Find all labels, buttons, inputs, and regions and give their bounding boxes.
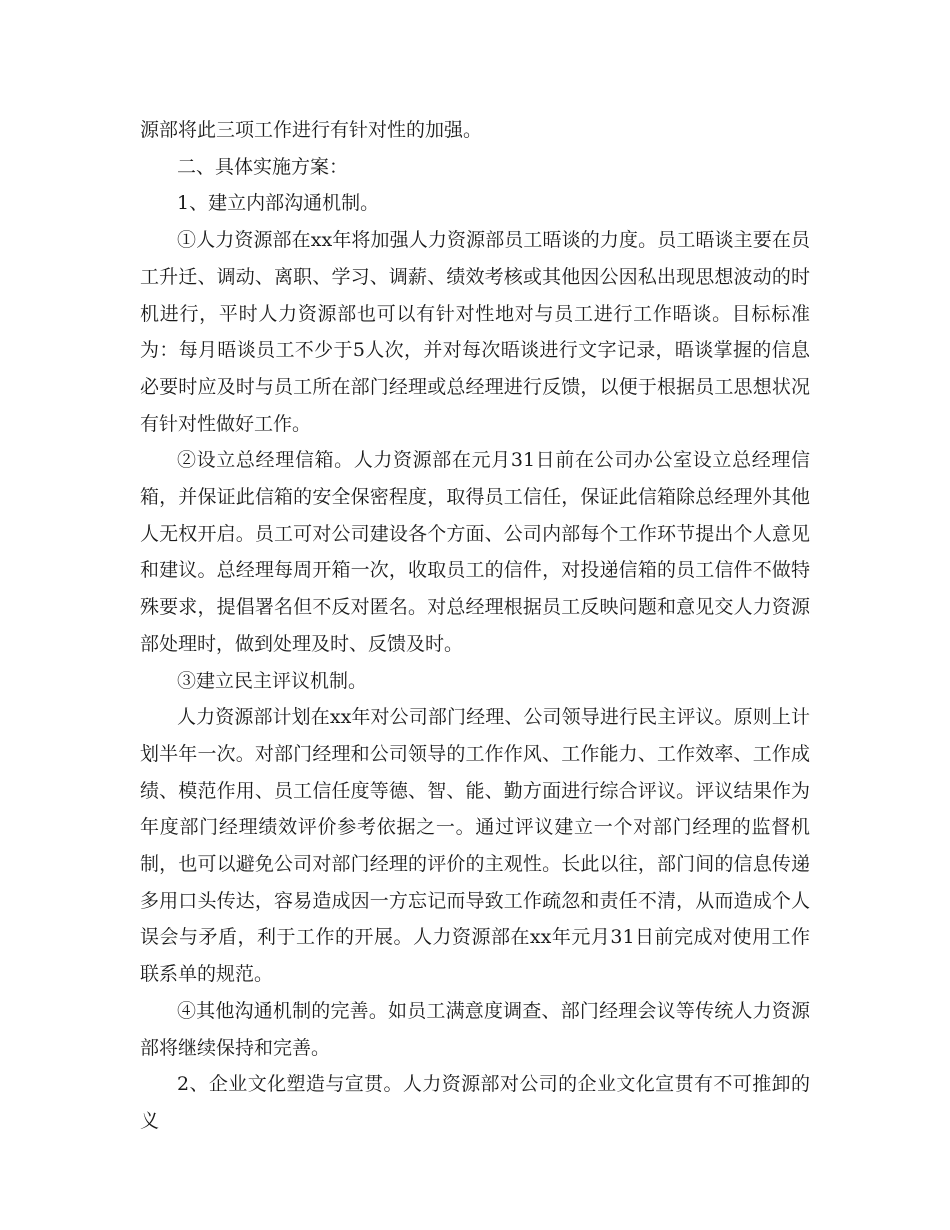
subheading-internal-communication: 1、建立内部沟通机制。 [177, 192, 380, 215]
document-body [140, 112, 810, 1140]
paragraph-employee-interviews: ①人力资源部在xx年将加强人力资源部员工晤谈的力度。员工晤谈主要在员工升迁、调动、离职、学习、调薪、绩效考核或其他因公因私出现思想波动的时机进行，平时人力资源部也可以有针对性地对与员工进行工作晤谈。目标标准为：每月晤谈员工不少于5人次，并对每次晤谈进行文字记录，晤谈掌握的信息必要时应及时与员工所在部门经理或总经理进行反馈，以便于根据员工思想状况有针对性做好工作。 [140, 229, 810, 435]
paragraph-manager-mailbox: ②设立总经理信箱。人力资源部在元月31日前在公司办公室设立总经理信箱，并保证此信箱的安全保密程度，取得员工信任，保证此信箱除总经理外其他人无权开启。员工可对公司建设各个方面、公司内部每个工作环节提出个人意见和建议。总经理每周开箱一次，收取员工的信件，对投递信箱的员工信件不做特殊要求，提倡署名但不反对匿名。对总经理根据员工反映问题和意见交人力资源部处理时，做到处理及时、反馈及时。 [140, 449, 810, 655]
paragraph-democratic-review: 人力资源部计划在xx年对公司部门经理、公司领导进行民主评议。原则上计划半年一次。对部门经理和公司领导的工作作风、工作能力、工作效率、工作成绩、模范作用、员工信任度等德、智、能、勤方面进行综合评议。评议结果作为年度部门经理绩效评价参考依据之一。通过评议建立一个对部门经理的监督机制，也可以避免公司对部门经理的评价的主观性。长此以往，部门间的信息传递多用口头传达，容易造成因一方忘记而导致工作疏忽和责任不清，从而造成个人误会与矛盾，利于工作的开展。人力资源部在xx年元月31日前完成对使用工作联系单的规范。 [140, 706, 810, 986]
paragraph-other-mechanisms: ④其他沟通机制的完善。如员工满意度调查、部门经理会议等传统人力资源部将继续保持和完善。 [140, 999, 810, 1059]
paragraph-continuation: 源部将此三项工作进行有针对性的加强。 [140, 119, 483, 141]
paragraph-corporate-culture: 2、企业文化塑造与宣贯。人力资源部对公司的企业文化宣贯有不可推卸的义 [140, 1073, 810, 1132]
section-heading-implementation-plan: 二、具体实施方案： [177, 155, 349, 178]
subheading-democratic-review: ③建立民主评议机制。 [177, 669, 368, 692]
